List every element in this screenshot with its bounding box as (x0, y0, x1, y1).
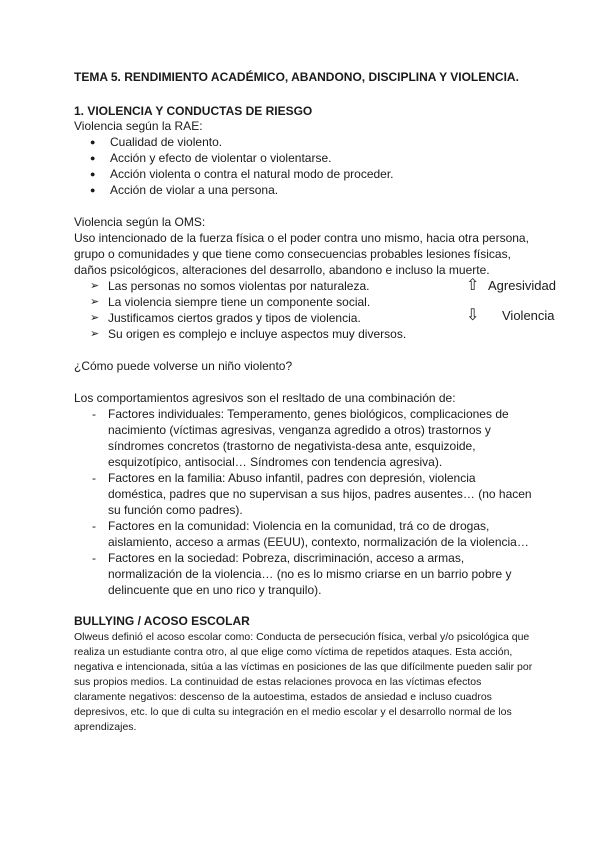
oms-definition: Uso intencionado de la fuerza física o el poder contra uno mismo, hacia otra persona, grupo o comunidades y que tiene como consecuencias probables lesiones físicas, daños psicológicos, alteraciones del desarrollo, abandono e incluso la muerte. (74, 231, 529, 277)
rae-list (74, 134, 534, 198)
list-item: - Factores en la sociedad: Pobreza, discriminación, acceso a armas, normalización de la violencia… (no es lo mismo criarse en un barrio pobre y delincuente que en uno rico y tranquilo). (84, 550, 534, 598)
arrow-up-icon: ⇧ (466, 277, 480, 294)
list-item: ➢ Justificamos ciertos grados y tipos de violencia. (90, 310, 430, 326)
violence-label: Violencia (502, 307, 555, 323)
list-item: - Factores individuales: Temperamento, genes biológicos, complicaciones de nacimiento (víctimas agresivas, venganza agredido a otros) trastornos y síndromes concretos (trastorno de negativista-desa ante, esquizoide, esquizotípico, antisocial… Síndromes con tendencia agresiva). (84, 406, 534, 470)
list-item: ● Acción y efecto de violentar o violentarse. (90, 150, 534, 166)
bullying-text: Olweus definió el acoso escolar como: Conducta de persecución física, verbal y/o psicológica que realiza un estudiante contra otro, al que elige como víctima de repetidos ataques. Esta acción, negativa e intencionada, sitúa a las víctimas en posiciones de las que difícilmente pueden salir por sus propios medios. La continuidad de estas relaciones provoca en las víctimas efectos claramente negativos: descenso de la autoestima, estados de ansiedad e incluso cuadros depresivos, etc. lo que di cultа su integración en el medio escolar y el desarrollo normal de los aprendizajes. (74, 631, 533, 733)
list-item: - Factores en la familia: Abuso infantil, padres con depresión, violencia doméstica, padres que no supervisan a sus hijos, padres ausentes… (no hacen su función como padres). (84, 470, 534, 518)
section-heading: 1. VIOLENCIA Y CONDUCTAS DE RIESGO (74, 104, 313, 118)
question: ¿Cómo puede volverse un niño violento? (74, 359, 293, 373)
arrow-down-icon: ⇩ (466, 307, 480, 324)
list-item: - Factores en la comunidad: Violencia en la comunidad, trá co de drogas, aislamiento, acceso a armas (EEUU), contexto, normalización de la violencia… (84, 518, 534, 550)
rae-label: Violencia según la RAE: (74, 119, 203, 133)
list-item: ● Acción de violar a una persona. (90, 182, 534, 198)
oms-label: Violencia según la OMS: (74, 215, 206, 229)
document-page (74, 70, 556, 735)
list-item: ➢ Las personas no somos violentas por naturaleza. (90, 278, 430, 294)
list-item: ➢ Su origen es complejo e incluye aspectos muy diversos. (90, 326, 430, 342)
list-item: ● Acción violenta o contra el natural modo de proceder. (90, 166, 534, 182)
oms-points (74, 277, 556, 342)
factors-list (74, 406, 534, 598)
list-item: ● Cualidad de violento. (90, 134, 534, 150)
factors-intro: Los comportamientos agresivos son el resltado de una combinación de: (74, 391, 456, 405)
document-title: TEMA 5. RENDIMIENTO ACADÉMICO, ABANDONO, DISCIPLINA Y VIOLENCIA. (74, 70, 519, 84)
aggression-violence-note (466, 274, 556, 326)
list-item: ➢ La violencia siempre tiene un componente social. (90, 294, 430, 310)
aggression-label: Agresividad (488, 277, 556, 293)
oms-list (74, 278, 430, 342)
bullying-heading: BULLYING / ACOSO ESCOLAR (74, 614, 250, 628)
